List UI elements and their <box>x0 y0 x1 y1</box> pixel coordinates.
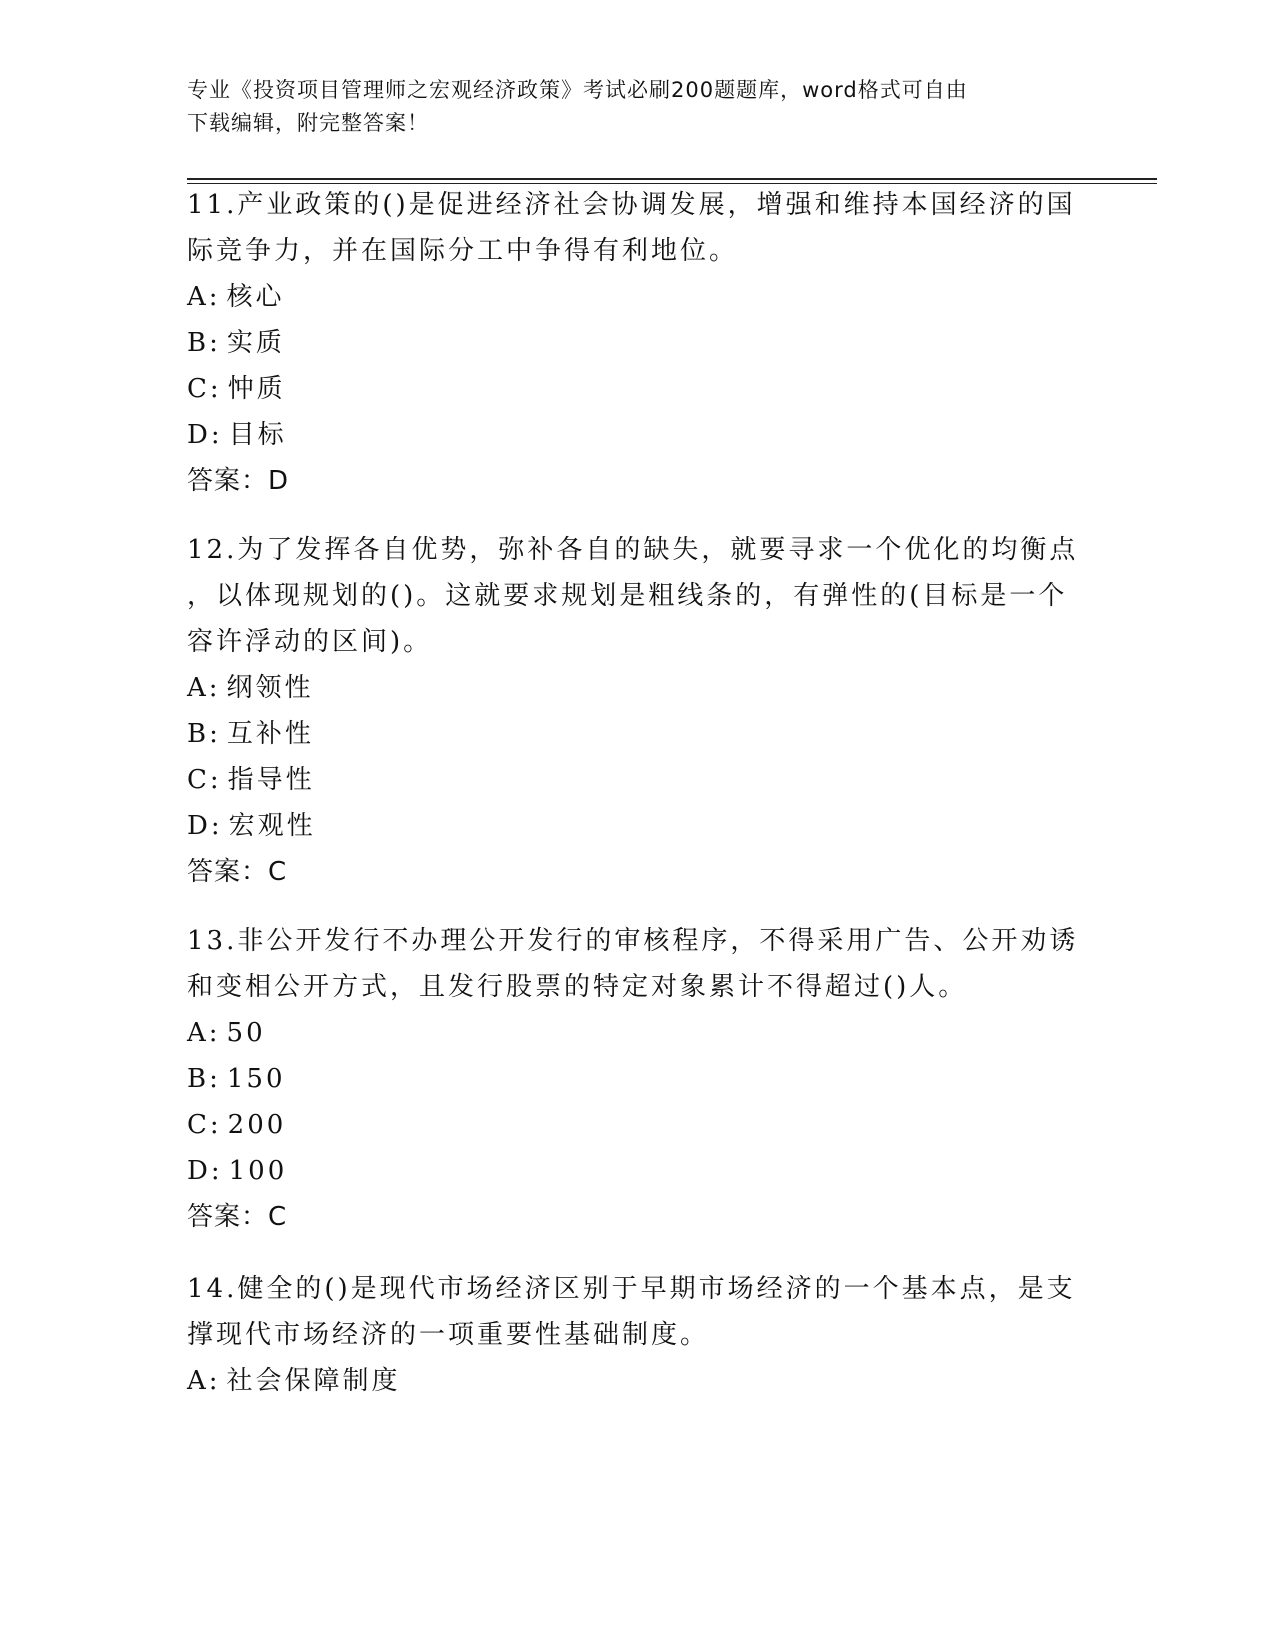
option-d <box>187 1148 1087 1194</box>
option-c <box>187 1102 1087 1148</box>
option-text: 忡质 <box>227 374 286 404</box>
question-stem <box>187 182 1087 274</box>
option-text: 核心 <box>226 282 285 312</box>
option-a <box>187 1010 1087 1056</box>
option-label: B: <box>187 719 221 749</box>
option-label: C: <box>187 374 222 404</box>
header-line-2: 下载编辑，附完整答案！ <box>187 111 429 135</box>
question-11 <box>187 182 1087 504</box>
option-label: B: <box>187 328 221 358</box>
option-a <box>187 274 1087 320</box>
question-stem <box>187 918 1087 1010</box>
question-stem-line: ，以体现规划的()。这就要求规划是粗线条的，有弹性的(目标是一个 <box>187 581 1068 611</box>
option-label: B: <box>187 1064 221 1094</box>
option-label: A: <box>187 282 221 312</box>
answer-line: 答案：C <box>187 1202 288 1232</box>
option-d <box>187 803 1087 849</box>
question-stem-line: 12.为了发挥各自优势，弥补各自的缺失，就要寻求一个优化的均衡点 <box>187 535 1079 565</box>
option-text: 目标 <box>228 420 287 450</box>
option-label: A: <box>187 1366 221 1396</box>
question-stem <box>187 527 1087 665</box>
question-stem <box>187 1266 1087 1358</box>
question-14 <box>187 1266 1087 1404</box>
option-label: D: <box>187 1156 223 1186</box>
header-line-1: 专业《投资项目管理师之宏观经济政策》考试必刷200题题库，word格式可自由 <box>187 78 968 102</box>
option-a <box>187 665 1087 711</box>
option-text: 100 <box>228 1156 288 1186</box>
option-label: C: <box>187 1110 222 1140</box>
option-a <box>187 1358 1087 1404</box>
option-text: 指导性 <box>227 765 315 795</box>
question-stem-line: 撑现代市场经济的一项重要性基础制度。 <box>187 1320 710 1350</box>
answer-line: 答案：C <box>187 857 288 887</box>
option-text: 150 <box>226 1064 286 1094</box>
option-c <box>187 757 1087 803</box>
question-stem-line: 14.健全的()是现代市场经济区别于早期市场经济的一个基本点，是支 <box>187 1274 1076 1304</box>
option-text: 实质 <box>226 328 285 358</box>
question-stem-line: 和变相公开方式，且发行股票的特定对象累计不得超过()人。 <box>187 972 968 1002</box>
answer-line: 答案：D <box>187 466 290 496</box>
option-text: 宏观性 <box>228 811 316 841</box>
option-text: 互补性 <box>226 719 314 749</box>
option-text: 50 <box>226 1018 266 1048</box>
option-c <box>187 366 1087 412</box>
question-12 <box>187 527 1087 895</box>
option-label: D: <box>187 811 223 841</box>
question-stem-line: 际竞争力，并在国际分工中争得有利地位。 <box>187 236 739 266</box>
document-header <box>187 74 1067 140</box>
option-label: C: <box>187 765 222 795</box>
option-label: A: <box>187 673 221 703</box>
option-text: 200 <box>227 1110 287 1140</box>
question-stem-line: 容许浮动的区间)。 <box>187 627 433 657</box>
question-stem-line: 13.非公开发行不办理公开发行的审核程序，不得采用广告、公开劝诱 <box>187 926 1079 956</box>
option-label: A: <box>187 1018 221 1048</box>
option-b <box>187 320 1087 366</box>
option-text: 社会保障制度 <box>226 1366 401 1396</box>
question-stem-line: 11.产业政策的()是促进经济社会协调发展，增强和维持本国经济的国 <box>187 190 1076 220</box>
option-b <box>187 1056 1087 1102</box>
question-13 <box>187 918 1087 1240</box>
option-d <box>187 412 1087 458</box>
option-text: 纲领性 <box>226 673 314 703</box>
header-divider-thick <box>187 178 1157 180</box>
option-label: D: <box>187 420 223 450</box>
option-b <box>187 711 1087 757</box>
